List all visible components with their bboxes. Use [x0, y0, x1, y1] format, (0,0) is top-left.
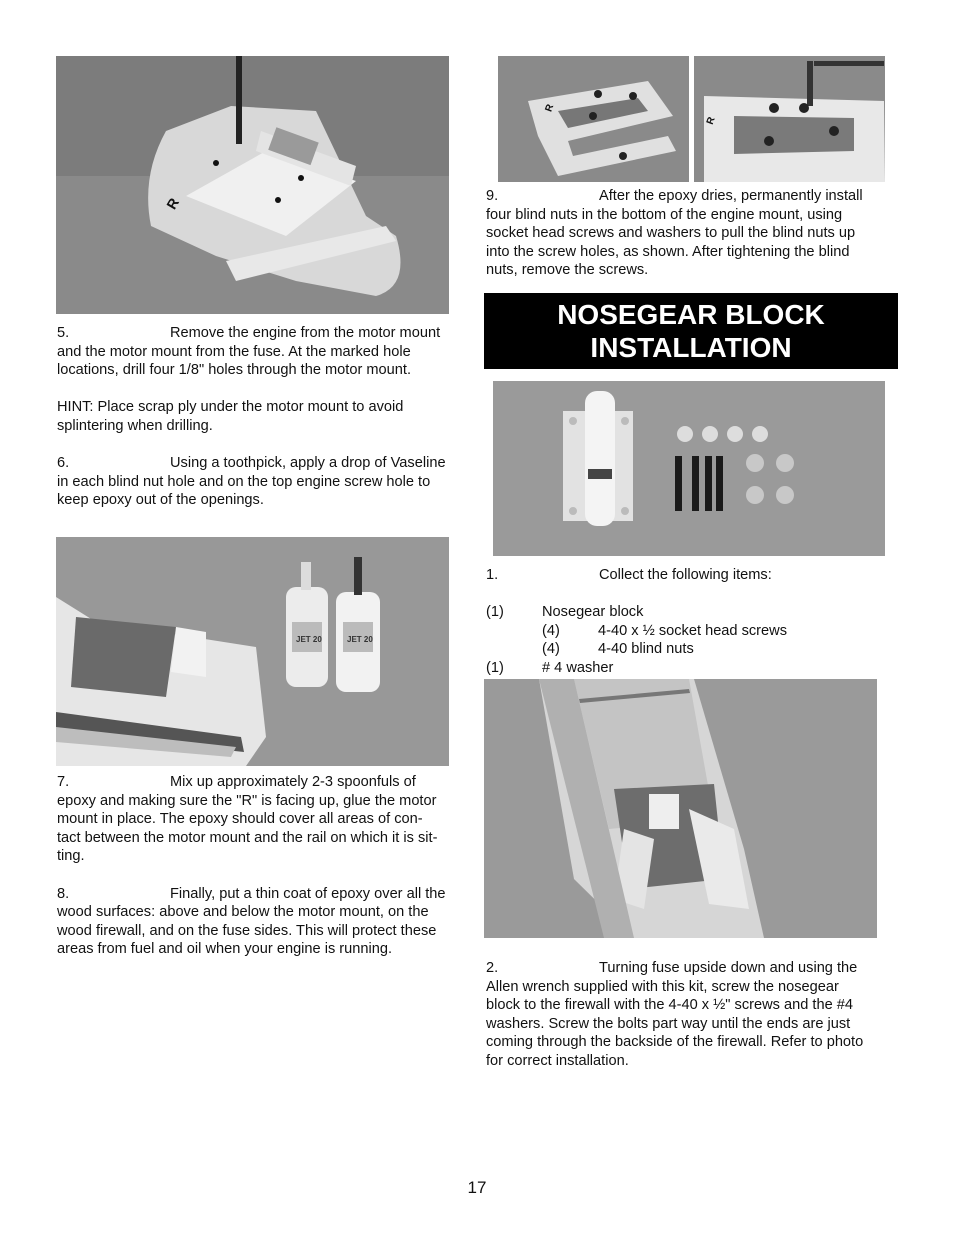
bottle-label-1: JET 20 — [296, 635, 322, 644]
step-2-line-2: Allen wrench supplied with this kit, screw the nosegear — [486, 978, 839, 995]
list-item — [486, 640, 896, 659]
step-2-line-4: washers. Screw the bolts part way until the ends are just — [486, 1015, 851, 1032]
step-9-number: 9. — [486, 188, 499, 204]
step-7-line-5: ting. — [57, 848, 85, 865]
section-heading — [484, 293, 898, 369]
step-5-text: Remove the engine from the motor mount — [170, 325, 441, 341]
photo-3a-r-label: R — [543, 102, 557, 114]
item-label: # 4 washer — [542, 659, 614, 676]
heading-line-1: NOSEGEAR BLOCK — [557, 299, 825, 330]
item-qty: (1) — [486, 604, 504, 621]
photo-fuse-epoxy-bottles — [56, 537, 449, 766]
heading-line-2: INSTALLATION — [590, 332, 792, 363]
step-9-line-2: four blind nuts in the bottom of the engine mount, using — [486, 206, 843, 223]
step-7-text: Mix up approximately 2-3 spoonfuls of — [170, 774, 416, 790]
step-5 — [57, 324, 477, 510]
step-8-line-2: wood surfaces: above and below the motor mount, on the — [57, 904, 429, 921]
photo-blind-nuts-mount — [498, 56, 689, 182]
mount-r-label: R — [163, 195, 182, 212]
step-5-line-2: and the motor mount from the fuse. At the marked hole — [57, 343, 411, 360]
step-9-line-5: nuts, remove the screws. — [486, 262, 649, 279]
step-2-line-5: coming through the backside of the firewall. Refer to photo — [486, 1034, 864, 1051]
list-item — [486, 659, 896, 678]
list-item — [486, 622, 896, 641]
step-8-line-4: areas from fuel and oil when your engine is running. — [57, 941, 393, 958]
item-label: Nosegear block — [542, 604, 644, 621]
hint-line-1: HINT: Place scrap ply under the motor mount to avoid — [57, 399, 404, 416]
page-number: 17 — [467, 1178, 487, 1197]
item-label: 4-40 blind nuts — [598, 641, 694, 658]
step-5-number: 5. — [57, 325, 70, 341]
list-item — [486, 603, 896, 622]
item-qty: (4) — [542, 641, 560, 658]
hint-line-2: splintering when drilling. — [57, 417, 213, 434]
step-8-number: 8. — [57, 885, 70, 902]
photo-blind-nuts-wrench — [694, 56, 885, 182]
item-label: 4-40 x ½ socket head screws — [598, 622, 787, 639]
photo-nosegear-parts — [493, 381, 885, 556]
step-9-line-3: socket head screws and washers to pull the blind nuts up — [486, 225, 856, 242]
step-7-line-4: tact between the motor mount and the rail on which it is sit- — [57, 829, 438, 846]
step-2 — [486, 959, 896, 1071]
step-6-line-3: keep epoxy out of the openings. — [57, 492, 264, 509]
step-7-number: 7. — [57, 774, 70, 790]
step-6-number: 6. — [57, 455, 70, 472]
step-8-line-3: wood firewall, and on the fuse sides. This will protect these — [57, 922, 437, 939]
photo-3b-r-label: R — [704, 115, 718, 127]
step-9-text: After the epoxy dries, permanently install — [599, 188, 863, 204]
photo-motor-mount-drilling — [56, 56, 449, 314]
step-2-line-3: block to the firewall with the 4-40 x ½" screws and the #4 — [486, 997, 853, 1014]
photo-fuse-nosegear-installed — [484, 679, 877, 938]
item-qty: (4) — [542, 622, 560, 639]
step-5-line-3: locations, drill four 1/8" holes through the motor mount. — [57, 362, 411, 379]
step-7-8 — [57, 773, 477, 959]
step-6-line-2: in each blind nut hole and on the top engine screw hole to — [57, 473, 431, 490]
step-1-number: 1. — [486, 567, 499, 583]
step-7-line-2: epoxy and making sure the "R" is facing up, glue the motor — [57, 792, 437, 809]
step-2-text: Turning fuse upside down and using the — [599, 960, 858, 976]
bottle-label-2: JET 20 — [347, 635, 373, 644]
step-9 — [486, 187, 896, 280]
step-2-number: 2. — [486, 960, 499, 976]
step-1-list — [486, 566, 896, 678]
step-2-line-6: for correct installation. — [486, 1052, 629, 1069]
item-qty: (1) — [486, 659, 504, 676]
step-1-text: Collect the following items: — [599, 567, 772, 583]
step-8-text: Finally, put a thin coat of epoxy over all the — [170, 885, 446, 902]
step-9-line-4: into the screw holes, as shown. After tightening the blind — [486, 243, 850, 260]
step-7-line-3: mount in place. The epoxy should cover all areas of con- — [57, 811, 423, 828]
step-6-text: Using a toothpick, apply a drop of Vaseline — [170, 455, 446, 472]
